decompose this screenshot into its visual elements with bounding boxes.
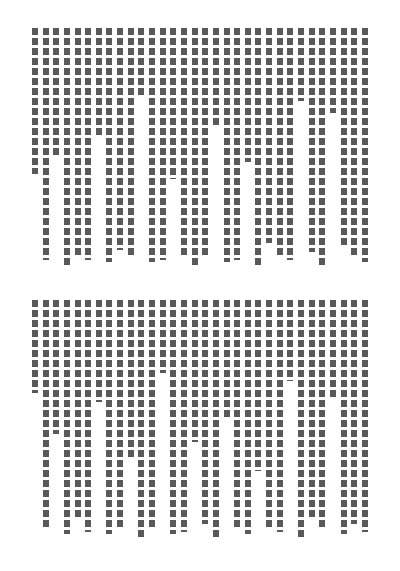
text-column bbox=[83, 300, 93, 544]
text-column bbox=[190, 28, 200, 272]
column-text bbox=[94, 28, 104, 272]
column-text bbox=[136, 28, 146, 272]
column-text bbox=[275, 300, 285, 544]
text-column bbox=[62, 300, 72, 544]
text-column bbox=[285, 28, 295, 272]
column-text bbox=[30, 28, 40, 272]
column-text bbox=[264, 28, 274, 272]
text-column bbox=[51, 28, 61, 272]
text-column bbox=[94, 300, 104, 544]
text-column bbox=[41, 300, 51, 544]
text-column bbox=[253, 300, 263, 544]
text-column bbox=[73, 28, 83, 272]
text-column bbox=[243, 28, 253, 272]
text-column bbox=[115, 28, 125, 272]
column-text bbox=[264, 300, 274, 544]
text-column bbox=[339, 300, 349, 544]
column-text bbox=[317, 300, 327, 544]
text-column bbox=[222, 300, 232, 544]
text-column bbox=[136, 300, 146, 544]
text-column bbox=[349, 300, 359, 544]
text-column bbox=[200, 28, 210, 272]
column-text bbox=[339, 28, 349, 272]
text-column bbox=[307, 300, 317, 544]
text-column bbox=[104, 300, 114, 544]
column-text bbox=[360, 300, 370, 544]
text-column bbox=[211, 28, 221, 272]
text-column bbox=[296, 28, 306, 272]
text-column bbox=[317, 300, 327, 544]
text-column bbox=[264, 28, 274, 272]
text-column bbox=[115, 300, 125, 544]
column-text bbox=[30, 300, 40, 544]
column-text bbox=[51, 28, 61, 272]
column-text bbox=[41, 300, 51, 544]
column-text bbox=[51, 300, 61, 544]
column-text bbox=[104, 28, 114, 272]
text-block-bottom bbox=[30, 300, 370, 544]
column-text bbox=[62, 28, 72, 272]
column-text bbox=[360, 28, 370, 272]
text-column bbox=[104, 28, 114, 272]
column-text bbox=[126, 300, 136, 544]
column-text bbox=[62, 300, 72, 544]
column-text bbox=[115, 28, 125, 272]
text-column bbox=[168, 300, 178, 544]
text-column bbox=[253, 28, 263, 272]
text-column bbox=[328, 28, 338, 272]
text-column bbox=[179, 28, 189, 272]
column-text bbox=[200, 300, 210, 544]
text-column bbox=[307, 28, 317, 272]
column-text bbox=[104, 300, 114, 544]
text-column bbox=[339, 28, 349, 272]
column-text bbox=[200, 28, 210, 272]
column-text bbox=[147, 300, 157, 544]
column-text bbox=[222, 28, 232, 272]
text-column bbox=[41, 28, 51, 272]
text-column bbox=[328, 300, 338, 544]
text-column bbox=[317, 28, 327, 272]
column-text bbox=[211, 28, 221, 272]
text-column bbox=[168, 28, 178, 272]
column-text bbox=[285, 28, 295, 272]
text-column bbox=[30, 300, 40, 544]
column-text bbox=[73, 28, 83, 272]
text-column bbox=[179, 300, 189, 544]
column-text bbox=[328, 28, 338, 272]
text-column bbox=[136, 28, 146, 272]
text-column bbox=[147, 28, 157, 272]
text-column bbox=[360, 300, 370, 544]
column-text bbox=[243, 28, 253, 272]
column-text bbox=[126, 28, 136, 272]
column-text bbox=[253, 300, 263, 544]
column-text bbox=[285, 300, 295, 544]
column-text bbox=[83, 300, 93, 544]
column-text bbox=[158, 28, 168, 272]
column-text bbox=[94, 300, 104, 544]
column-text bbox=[73, 300, 83, 544]
text-column bbox=[275, 28, 285, 272]
text-block-top bbox=[30, 28, 370, 272]
column-text bbox=[41, 28, 51, 272]
text-column bbox=[275, 300, 285, 544]
text-column bbox=[190, 300, 200, 544]
text-column bbox=[158, 28, 168, 272]
column-text bbox=[275, 28, 285, 272]
column-text bbox=[83, 28, 93, 272]
column-text bbox=[307, 28, 317, 272]
text-column bbox=[222, 28, 232, 272]
text-column bbox=[211, 300, 221, 544]
column-text bbox=[158, 300, 168, 544]
text-column bbox=[232, 300, 242, 544]
text-column bbox=[30, 28, 40, 272]
column-text bbox=[243, 300, 253, 544]
text-column bbox=[51, 300, 61, 544]
column-text bbox=[115, 300, 125, 544]
column-text bbox=[339, 300, 349, 544]
text-column bbox=[73, 300, 83, 544]
text-column bbox=[243, 300, 253, 544]
column-text bbox=[136, 300, 146, 544]
text-column bbox=[360, 28, 370, 272]
column-text bbox=[147, 28, 157, 272]
text-column bbox=[285, 300, 295, 544]
column-text bbox=[253, 28, 263, 272]
column-text bbox=[222, 300, 232, 544]
text-column bbox=[62, 28, 72, 272]
text-column bbox=[200, 300, 210, 544]
column-text bbox=[190, 300, 200, 544]
text-column bbox=[83, 28, 93, 272]
column-text bbox=[328, 300, 338, 544]
column-text bbox=[211, 300, 221, 544]
text-column bbox=[296, 300, 306, 544]
column-text bbox=[168, 28, 178, 272]
text-column bbox=[349, 28, 359, 272]
column-text bbox=[190, 28, 200, 272]
column-text bbox=[179, 28, 189, 272]
column-text bbox=[349, 28, 359, 272]
column-text bbox=[168, 300, 178, 544]
column-text bbox=[317, 28, 327, 272]
column-text bbox=[179, 300, 189, 544]
text-column bbox=[147, 300, 157, 544]
column-text bbox=[349, 300, 359, 544]
text-column bbox=[126, 300, 136, 544]
text-column bbox=[126, 28, 136, 272]
text-column bbox=[158, 300, 168, 544]
column-text bbox=[296, 300, 306, 544]
text-column bbox=[94, 28, 104, 272]
text-column bbox=[232, 28, 242, 272]
text-column bbox=[264, 300, 274, 544]
column-text bbox=[232, 300, 242, 544]
column-text bbox=[296, 28, 306, 272]
column-text bbox=[307, 300, 317, 544]
column-text bbox=[232, 28, 242, 272]
